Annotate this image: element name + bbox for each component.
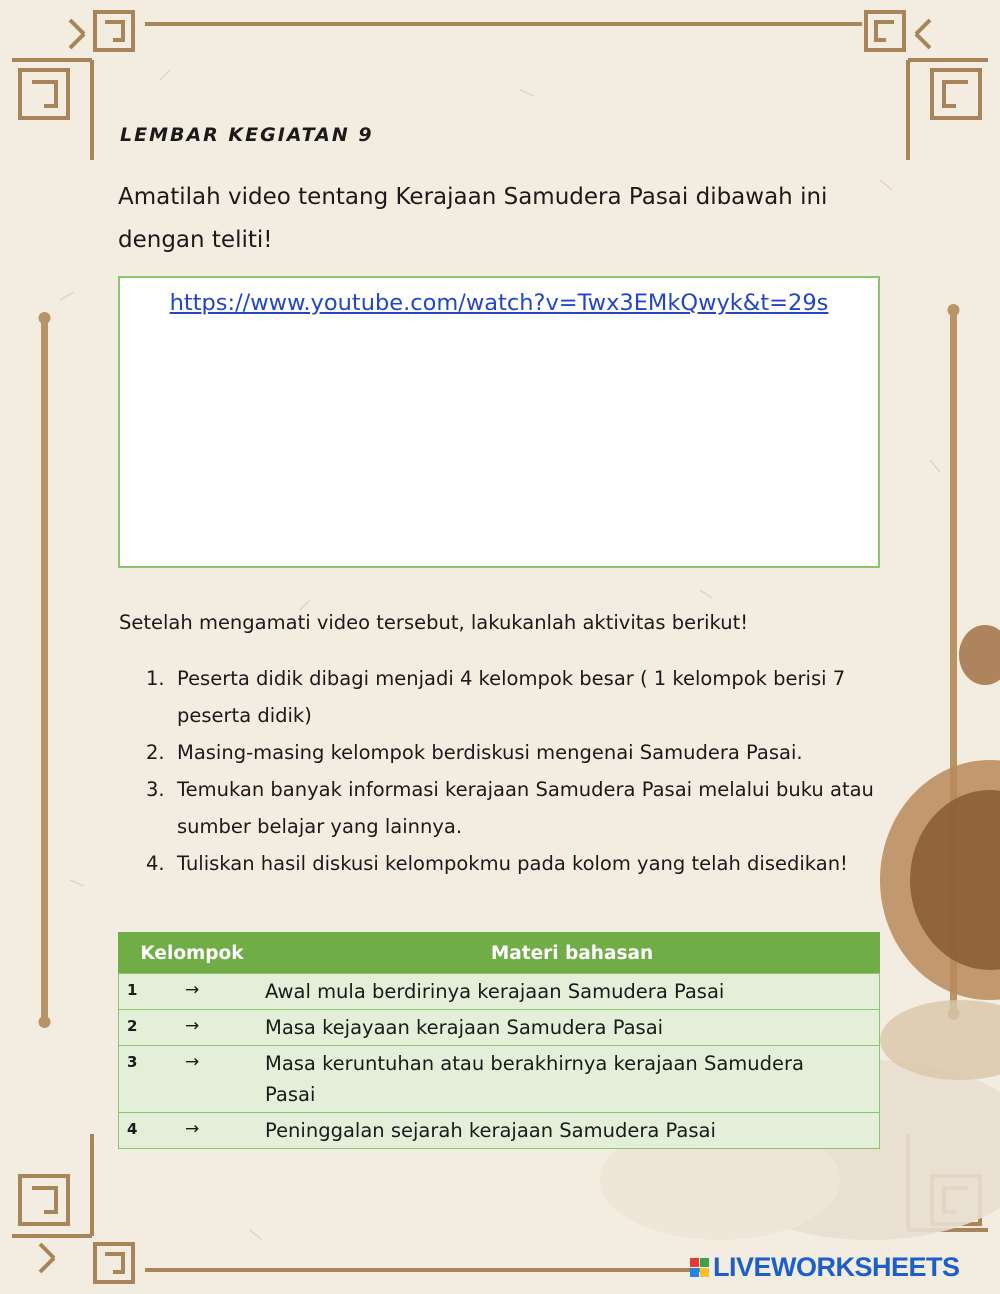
step-number: 4. — [146, 852, 165, 875]
logo-square — [690, 1268, 699, 1277]
logo-square — [700, 1268, 709, 1277]
step-number: 3. — [146, 778, 165, 801]
table-row — [119, 974, 880, 1010]
step-item — [146, 845, 886, 882]
step-item — [146, 734, 886, 771]
arrow-right-icon: → — [179, 1046, 265, 1113]
logo-square — [690, 1258, 699, 1267]
group-number: 4 — [119, 1113, 180, 1149]
group-topics-table — [118, 932, 880, 1149]
group-number: 1 — [119, 974, 180, 1010]
video-link[interactable]: https://www.youtube.com/watch?v=Twx3EMkQwyk&t=29s — [169, 290, 829, 316]
topic-text: Peninggalan sejarah kerajaan Samudera Pasai — [265, 1113, 880, 1149]
topic-text: Awal mula berdirinya kerajaan Samudera Pasai — [265, 974, 880, 1010]
intro-text: Amatilah video tentang Kerajaan Samudera Pasai dibawah ini dengan teliti! — [118, 184, 828, 253]
header-materi: Materi bahasan — [265, 933, 880, 974]
step-text: Tuliskan hasil diskusi kelompokmu pada kolom yang telah disedikan! — [177, 852, 848, 875]
activity-steps — [146, 660, 886, 882]
table-row — [119, 1046, 880, 1113]
step-number: 2. — [146, 741, 165, 764]
step-text: Peserta didik dibagi menjadi 4 kelompok besar ( 1 kelompok berisi 7 peserta didik) — [177, 667, 846, 727]
liveworksheets-logo[interactable] — [690, 1252, 960, 1283]
table-row — [119, 1010, 880, 1046]
table-row — [119, 1113, 880, 1149]
step-text: Masing-masing kelompok berdiskusi mengenai Samudera Pasai. — [177, 741, 803, 764]
topic-text: Masa keruntuhan atau berakhirnya kerajaan Samudera Pasai — [265, 1046, 880, 1113]
table-header-row — [119, 933, 880, 974]
step-number: 1. — [146, 667, 165, 690]
arrow-right-icon: → — [179, 1010, 265, 1046]
logo-mark-icon — [690, 1258, 709, 1277]
arrow-right-icon: → — [179, 1113, 265, 1149]
step-item — [146, 771, 886, 845]
header-kelompok: Kelompok — [119, 933, 266, 974]
arrow-right-icon: → — [179, 974, 265, 1010]
topic-text: Masa kejayaan kerajaan Samudera Pasai — [265, 1010, 880, 1046]
group-number: 2 — [119, 1010, 180, 1046]
logo-square — [700, 1258, 709, 1267]
step-item — [146, 660, 886, 734]
instruction-text: Setelah mengamati video tersebut, lakukanlah aktivitas berikut! — [119, 611, 749, 634]
step-text: Temukan banyak informasi kerajaan Samudera Pasai melalui buku atau sumber belajar yang lainnya. — [177, 778, 874, 838]
logo-text: LIVEWORKSHEETS — [713, 1252, 960, 1282]
worksheet-heading: LEMBAR KEGIATAN 9 — [120, 124, 374, 146]
video-box — [118, 276, 880, 568]
group-number: 3 — [119, 1046, 180, 1113]
